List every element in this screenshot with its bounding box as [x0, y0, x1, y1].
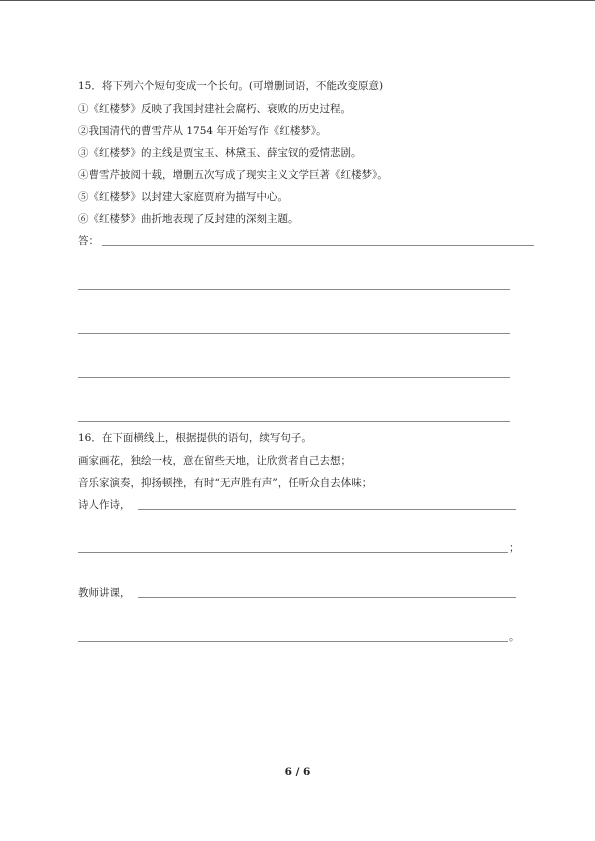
q15-prompt: 15．将下列六个短句变成一个长句。(可增删词语，不能改变原意): [78, 80, 384, 92]
q16-example-painter: 画家画花，独绘一枝，意在留些天地，让欣赏者自己去想；: [78, 455, 351, 467]
q16-poet-label: 诗人作诗，: [78, 499, 131, 511]
q16-prompt: 16．在下面横线上，根据提供的语句，续写句子。: [78, 432, 312, 444]
q15-answer-line-2[interactable]: [78, 289, 510, 290]
q15-answer-line-3[interactable]: [78, 333, 510, 334]
page-number: 6 / 6: [284, 766, 311, 778]
q15-item-1: ①《红楼梦》反映了我国封建社会腐朽、衰败的历史过程。: [78, 103, 351, 115]
q16-poet-line-1[interactable]: [138, 509, 516, 510]
q15-answer-line-1[interactable]: [102, 245, 534, 246]
q15-item-3: ③《红楼梦》的主线是贾宝玉、林黛玉、薛宝钗的爱情悲剧。: [78, 147, 362, 159]
q16-poet-end-mark: ；: [509, 542, 520, 554]
q16-teacher-line-1[interactable]: [138, 597, 516, 598]
q15-item-4: ④曹雪芹披阅十载，增删五次写成了现实主义文学巨著《红楼梦》。: [78, 169, 388, 181]
q16-teacher-label: 教师讲课，: [78, 587, 131, 599]
q15-item-5: ⑤《红楼梦》以封建大家庭贾府为描写中心。: [78, 191, 288, 203]
q16-poet-line-2[interactable]: [78, 552, 508, 553]
q15-answer-line-5[interactable]: [78, 421, 510, 422]
q15-item-2: ②我国清代的曹雪芹从 1754 年开始写作《红楼梦》。: [78, 125, 327, 137]
q15-item-6: ⑥《红楼梦》曲折地表现了反封建的深刻主题。: [78, 213, 299, 225]
q15-answer-label: 答：: [78, 235, 99, 247]
q16-example-musician: 音乐家演奏，抑扬顿挫，有时“无声胜有声”，任听众自去体味；: [78, 477, 373, 489]
q16-teacher-end-mark: 。: [509, 631, 520, 643]
q15-answer-line-4[interactable]: [78, 377, 510, 378]
q16-teacher-line-2[interactable]: [78, 641, 508, 642]
